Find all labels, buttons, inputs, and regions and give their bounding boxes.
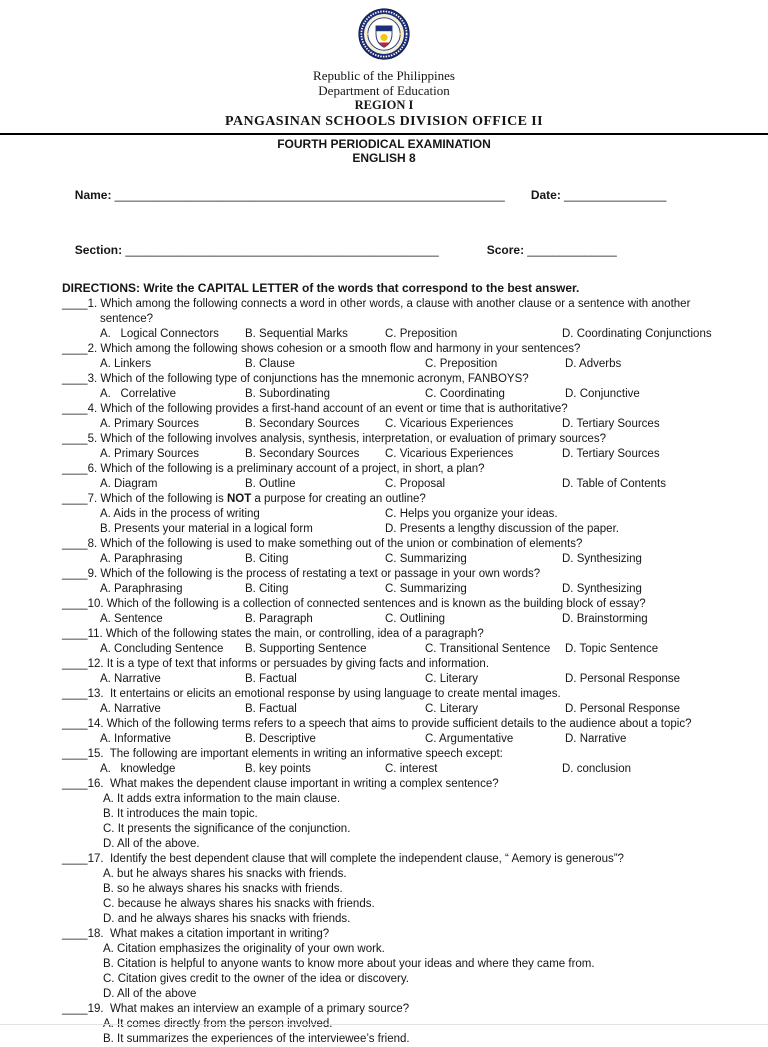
question-text: ____9. Which of the following is the process of restating a text or passage in your own words? bbox=[62, 568, 541, 580]
option: A. Informative bbox=[100, 733, 171, 745]
question-17 bbox=[62, 852, 738, 927]
option: B. key points bbox=[245, 763, 311, 775]
option: A. Narrative bbox=[100, 673, 161, 685]
option: B. Clause bbox=[245, 358, 295, 370]
option: D. Synthesizing bbox=[562, 583, 642, 595]
question-options bbox=[62, 792, 738, 852]
exam-title: FOURTH PERIODICAL EXAMINATION bbox=[277, 137, 491, 151]
question-text: ____5. Which of the following involves analysis, synthesis, interpretation, or evaluation of primary sources? bbox=[62, 433, 606, 445]
option: B. Secondary Sources bbox=[245, 448, 360, 460]
question-text: ____15. The following are important elements in writing an informative speech except: bbox=[62, 748, 503, 760]
answer-blank: ____16. bbox=[62, 778, 107, 790]
question-9 bbox=[62, 567, 738, 597]
section-score-row bbox=[62, 225, 738, 277]
answer-blank: ____7. bbox=[62, 493, 101, 505]
option: D. Brainstorming bbox=[562, 613, 648, 625]
question-11 bbox=[62, 627, 738, 657]
question-12 bbox=[62, 657, 738, 687]
question-text: ____8. Which of the following is used to make something out of the union or combination of elements? bbox=[62, 538, 583, 550]
option: B. Subordinating bbox=[245, 388, 331, 400]
question-options bbox=[62, 762, 738, 777]
answer-blank: ____6. bbox=[62, 463, 101, 475]
answer-blank: ____18. bbox=[62, 928, 107, 940]
option: C. because he always shares his snacks with friends. bbox=[103, 898, 375, 910]
question-options bbox=[62, 387, 738, 402]
option: D. Adverbs bbox=[565, 358, 622, 370]
section-label: Section: bbox=[74, 243, 123, 257]
name-label: Name: bbox=[74, 188, 112, 202]
option: A. Primary Sources bbox=[100, 448, 200, 460]
question-options bbox=[62, 417, 738, 432]
option: A. Sentence bbox=[100, 613, 163, 625]
answer-blank: ____4. bbox=[62, 403, 101, 415]
answer-blank: ____8. bbox=[62, 538, 101, 550]
question-options bbox=[62, 612, 738, 627]
option: B. Factual bbox=[245, 673, 297, 685]
question-options bbox=[62, 672, 738, 687]
answer-blank: ____12. bbox=[62, 658, 107, 670]
question-7 bbox=[62, 492, 738, 537]
question-text: ____12. It is a type of text that informs or persuades by giving facts and information. bbox=[62, 658, 490, 670]
option: A. knowledge bbox=[100, 763, 176, 775]
question-text: ____11. Which of the following states the main, or controlling, idea of a paragraph? bbox=[62, 628, 484, 640]
question-8 bbox=[62, 537, 738, 567]
answer-blank: ____10. bbox=[62, 598, 107, 610]
question-19 bbox=[62, 1002, 738, 1047]
question-options bbox=[62, 942, 738, 1002]
option: A. but he always shares his snacks with friends. bbox=[103, 868, 347, 880]
option: B. Descriptive bbox=[245, 733, 316, 745]
option: D. All of the above. bbox=[103, 838, 200, 850]
option: D. Table of Contents bbox=[562, 478, 666, 490]
name-date-row bbox=[62, 170, 738, 222]
question-text: ____18. What makes a citation important in writing? bbox=[62, 928, 330, 940]
option: B. Supporting Sentence bbox=[245, 643, 367, 655]
question-text: ____13. It entertains or elicits an emotional response by using language to create mental images. bbox=[62, 688, 561, 700]
option: C. Coordinating bbox=[425, 388, 505, 400]
option: B. Secondary Sources bbox=[245, 418, 360, 430]
option: B. It summarizes the experiences of the interviewee’s friend. bbox=[103, 1033, 410, 1045]
option: C. Citation gives credit to the owner of the idea or discovery. bbox=[103, 973, 409, 985]
header-department: Department of Education bbox=[318, 83, 450, 98]
deped-seal-icon bbox=[358, 8, 410, 65]
question-options bbox=[62, 447, 738, 462]
question-options bbox=[62, 702, 738, 717]
option: D. conclusion bbox=[562, 763, 632, 775]
option: B. It introduces the main topic. bbox=[103, 808, 258, 820]
option: D. Tertiary Sources bbox=[562, 448, 660, 460]
header-region: REGION I bbox=[354, 98, 414, 112]
option: C. Preposition bbox=[425, 358, 498, 370]
question-options bbox=[62, 357, 738, 372]
option: A. Linkers bbox=[100, 358, 152, 370]
answer-blank: ____13. bbox=[62, 688, 107, 700]
option: C. Literary bbox=[425, 703, 479, 715]
question-16 bbox=[62, 777, 738, 852]
option: D. Synthesizing bbox=[562, 553, 642, 565]
answer-blank: ____5. bbox=[62, 433, 101, 445]
answer-blank: ____15. bbox=[62, 748, 107, 760]
question-options bbox=[62, 477, 738, 492]
option: C. interest bbox=[385, 763, 438, 775]
option: C. It presents the significance of the conjunction. bbox=[103, 823, 351, 835]
score-label: Score: bbox=[486, 243, 525, 257]
option: D. Personal Response bbox=[565, 703, 681, 715]
option: D. Narrative bbox=[565, 733, 627, 745]
header-seal-row bbox=[0, 8, 768, 65]
question-text: ____7. Which of the following is NOT a purpose for creating an outline? bbox=[62, 493, 426, 505]
answer-blank: ____2. bbox=[62, 343, 101, 355]
option: A. It comes directly from the person involved. bbox=[103, 1018, 333, 1030]
option: C. Argumentative bbox=[425, 733, 514, 745]
question-options bbox=[62, 1017, 738, 1047]
question-text: ____16. What makes the dependent clause important in writing a complex sentence? bbox=[62, 778, 499, 790]
option: A. Diagram bbox=[100, 478, 158, 490]
option: C. Summarizing bbox=[385, 583, 467, 595]
question-3 bbox=[62, 372, 738, 402]
question-options bbox=[62, 552, 738, 567]
header-divider bbox=[0, 133, 768, 135]
question-options bbox=[62, 507, 738, 537]
option: A. Paraphrasing bbox=[100, 583, 183, 595]
option: C. Preposition bbox=[385, 328, 458, 340]
option: A. Correlative bbox=[100, 388, 177, 400]
option: C. Transitional Sentence bbox=[425, 643, 551, 655]
question-text: ____1. Which among the following connects a word in other words, a clause with another clause or a sentence with another sentence? bbox=[62, 298, 694, 325]
option: A. Citation emphasizes the originality of your own work. bbox=[103, 943, 385, 955]
question-6 bbox=[62, 462, 738, 492]
option: C. Proposal bbox=[385, 478, 446, 490]
answer-blank: ____11. bbox=[62, 628, 106, 640]
question-text: ____2. Which among the following shows cohesion or a smooth flow and harmony in your sentences? bbox=[62, 343, 581, 355]
question-13 bbox=[62, 687, 738, 717]
option: D. Coordinating Conjunctions bbox=[562, 328, 712, 340]
option: A. Aids in the process of writing bbox=[100, 508, 260, 520]
question-text: ____19. What makes an interview an example of a primary source? bbox=[62, 1003, 410, 1015]
option: C. Vicarious Experiences bbox=[385, 418, 514, 430]
option: B. Citing bbox=[245, 583, 289, 595]
question-text: ____17. Identify the best dependent clause that will complete the independent clause, “ Aemory is generous”? bbox=[62, 853, 624, 865]
directions-text: DIRECTIONS: Write the CAPITAL LETTER of the words that correspond to the best answer. bbox=[62, 281, 580, 295]
date-label: Date: bbox=[530, 188, 561, 202]
option: C. Vicarious Experiences bbox=[385, 448, 514, 460]
option: A. Primary Sources bbox=[100, 418, 200, 430]
option: C. Summarizing bbox=[385, 553, 467, 565]
question-15 bbox=[62, 747, 738, 777]
answer-blank: ____17. bbox=[62, 853, 107, 865]
question-5 bbox=[62, 432, 738, 462]
question-options bbox=[62, 582, 738, 597]
option: B. so he always shares his snacks with friends. bbox=[103, 883, 343, 895]
option: A. Logical Connectors bbox=[100, 328, 219, 340]
section-blank: _________________________________________________ bbox=[122, 245, 439, 257]
question-14 bbox=[62, 717, 738, 747]
option: D. Conjunctive bbox=[565, 388, 640, 400]
option: A. Paraphrasing bbox=[100, 553, 183, 565]
score-blank: ______________ bbox=[524, 245, 617, 257]
option: D. Tertiary Sources bbox=[562, 418, 660, 430]
option: D. Topic Sentence bbox=[565, 643, 659, 655]
answer-blank: ____1. bbox=[62, 298, 101, 310]
exam-subject: ENGLISH 8 bbox=[352, 151, 416, 165]
option: C. Helps you organize your ideas. bbox=[385, 508, 558, 520]
option: A. Narrative bbox=[100, 703, 161, 715]
question-text: ____3. Which of the following type of conjunctions has the mnemonic acronym, FANBOYS? bbox=[62, 373, 529, 385]
answer-blank: ____3. bbox=[62, 373, 101, 385]
option: D. Presents a lengthy discussion of the paper. bbox=[385, 523, 619, 535]
question-10 bbox=[62, 597, 738, 627]
option: D. and he always shares his snacks with friends. bbox=[103, 913, 351, 925]
question-2 bbox=[62, 342, 738, 372]
option: B. Sequential Marks bbox=[245, 328, 348, 340]
question-options bbox=[62, 327, 738, 342]
question-options bbox=[62, 867, 738, 927]
option: C. Literary bbox=[425, 673, 479, 685]
option: B. Paragraph bbox=[245, 613, 313, 625]
question-text: ____14. Which of the following terms refers to a speech that aims to provide sufficient details to the audience about a topic? bbox=[62, 718, 692, 730]
question-4 bbox=[62, 402, 738, 432]
question-text: ____10. Which of the following is a collection of connected sentences and is known as the building block of essay? bbox=[62, 598, 646, 610]
question-options bbox=[62, 642, 738, 657]
option: A. Concluding Sentence bbox=[100, 643, 224, 655]
name-blank: _____________________________________________________________ bbox=[111, 190, 505, 202]
option: B. Presents your material in a logical form bbox=[100, 523, 313, 535]
answer-blank: ____9. bbox=[62, 568, 101, 580]
option: B. Outline bbox=[245, 478, 296, 490]
question-1 bbox=[62, 297, 738, 342]
questions bbox=[62, 297, 738, 1047]
question-18 bbox=[62, 927, 738, 1002]
option: A. It adds extra information to the main clause. bbox=[103, 793, 341, 805]
option: C. Outlining bbox=[385, 613, 446, 625]
option: D. All of the above bbox=[103, 988, 197, 1000]
answer-blank: ____19. bbox=[62, 1003, 107, 1015]
option: D. Personal Response bbox=[565, 673, 681, 685]
option: B. Citing bbox=[245, 553, 289, 565]
option: B. Factual bbox=[245, 703, 297, 715]
option: B. Citation is helpful to anyone wants to know more about your ideas and where they came from. bbox=[103, 958, 595, 970]
question-options bbox=[62, 732, 738, 747]
date-blank: ________________ bbox=[560, 190, 667, 202]
header-division: PANGASINAN SCHOOLS DIVISION OFFICE II bbox=[225, 114, 543, 129]
question-text: ____6. Which of the following is a preliminary account of a project, in short, a plan? bbox=[62, 463, 485, 475]
answer-blank: ____14. bbox=[62, 718, 107, 730]
header-republic: Republic of the Philippines bbox=[313, 68, 455, 83]
question-text: ____4. Which of the following provides a first-hand account of an event or time that is authoritative? bbox=[62, 403, 568, 415]
